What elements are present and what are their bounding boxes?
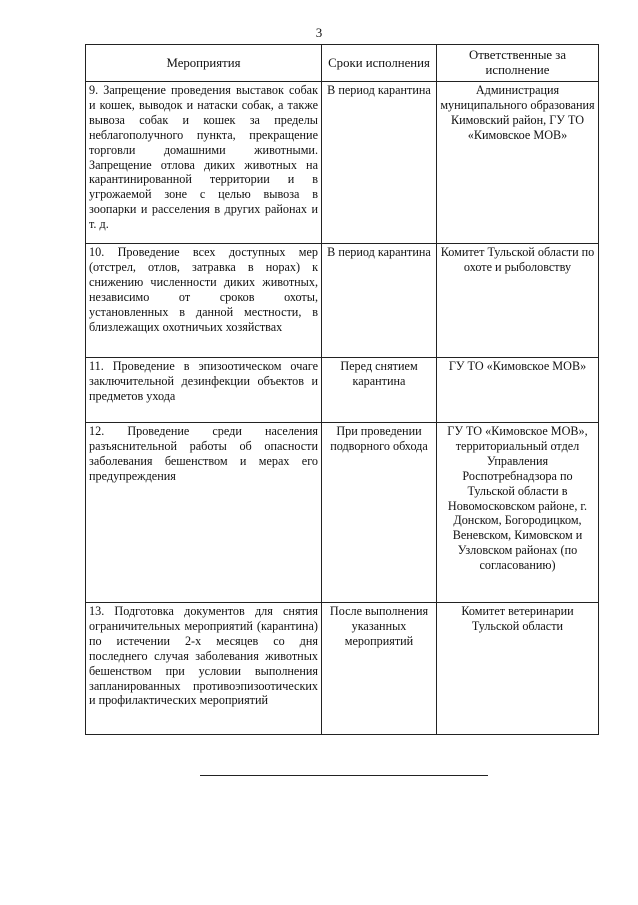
table-row bbox=[86, 358, 599, 423]
deadline-cell: После выполнения указанных мероприятий bbox=[322, 603, 437, 735]
table-row bbox=[86, 603, 599, 735]
table-row bbox=[86, 423, 599, 603]
deadline-cell: При проведении подворного обхода bbox=[322, 423, 437, 603]
header-responsible: Ответственные за исполнение bbox=[437, 45, 599, 82]
responsible-cell: ГУ ТО «Кимовское МОВ» bbox=[437, 358, 599, 423]
page-number: 3 bbox=[315, 25, 323, 40]
deadline-cell: Перед снятием карантина bbox=[322, 358, 437, 423]
responsible-cell: Комитет Тульской области по охоте и рыболовству bbox=[437, 244, 599, 358]
header-measures: Мероприятия bbox=[86, 45, 322, 82]
responsible-cell: Комитет ветеринарии Тульской области bbox=[437, 603, 599, 735]
table-row bbox=[86, 244, 599, 358]
table-row bbox=[86, 82, 599, 244]
measure-cell: 13. Подготовка документов для снятия ограничительных мероприятий (карантина) по истечении 2-х месяцев со дня последнего случая заболевания животных бешенством при условии выполнения запланированных противоэпизоотических и профилактических мероприятий bbox=[86, 603, 322, 735]
measures-table bbox=[85, 44, 599, 735]
measure-cell: 12. Проведение среди населения разъяснительной работы об опасности заболевания бешенством и мерах его предупреждения bbox=[86, 423, 322, 603]
responsible-cell: ГУ ТО «Кимовское МОВ», территориальный отдел Управления Роспотребнадзора по Тульской области в Новомосковском районе, г. Донском, Богородицком, Веневском, Кимовском и Узловском районах (по согласованию) bbox=[437, 423, 599, 603]
deadline-cell: В период карантина bbox=[322, 244, 437, 358]
closing-rule bbox=[200, 775, 488, 776]
header-deadline: Сроки исполнения bbox=[322, 45, 437, 82]
measure-cell: 11. Проведение в эпизоотическом очаге заключительной дезинфекции объектов и предметов ухода bbox=[86, 358, 322, 423]
measure-cell: 10. Проведение всех доступных мер (отстрел, отлов, затравка в норах) к снижению численности диких животных, независимо от сроков охоты, установленных в данной местности, в близлежащих охотничьих хозяйствах bbox=[86, 244, 322, 358]
deadline-cell: В период карантина bbox=[322, 82, 437, 244]
responsible-cell: Администрация муниципального образования Кимовский район, ГУ ТО «Кимовское МОВ» bbox=[437, 82, 599, 244]
table-header-row bbox=[86, 45, 599, 82]
measure-cell: 9. Запрещение проведения выставок собак и кошек, выводок и натаски собак, а также вывоза собак и кошек за пределы неблагополучного пункта, прекращение торговли домашними животными. Запрещение отлова диких животных на карантинированной территории и в угрожаемой зоне с целью вывоза в зоопарки и расселения в других районах и т. д. bbox=[86, 82, 322, 244]
